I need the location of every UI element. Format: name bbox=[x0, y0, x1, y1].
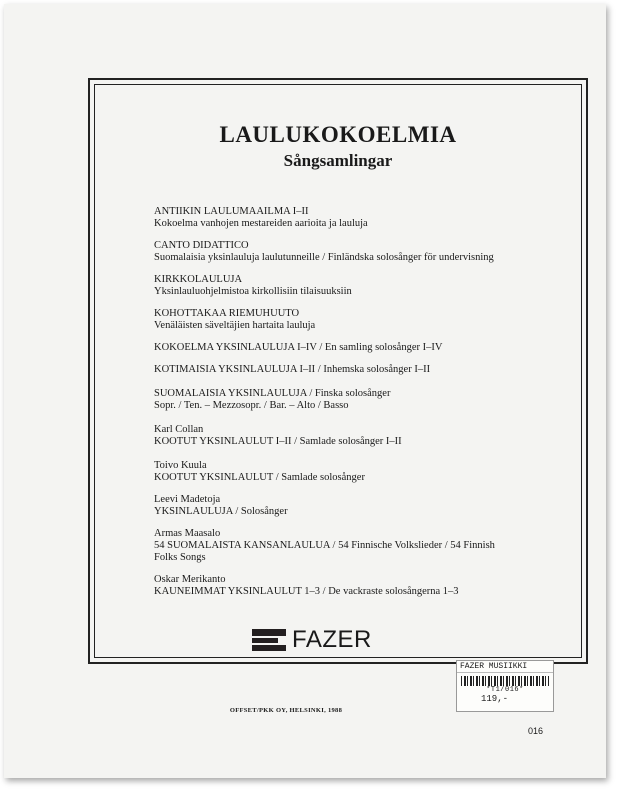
entry-title: ANTIIKIN LAULUMAAILMA I–II bbox=[154, 206, 309, 217]
entry-composer: Leevi Madetoja bbox=[154, 494, 221, 505]
sticker-price: 119,- bbox=[481, 694, 509, 704]
price-sticker bbox=[456, 660, 554, 712]
catalog-entry bbox=[154, 494, 554, 518]
entry-title: KOKOELMA YKSINLAULUJA I–IV / En samling solosånger I–IV bbox=[154, 342, 443, 353]
entry-composer: Armas Maasalo bbox=[154, 528, 221, 539]
entry-description: Suomalaisia yksinlauluja laulutunneille / Finländska solosånger för undervisning bbox=[154, 252, 494, 263]
entry-title: KOHOTTAKAA RIEMUHUUTO bbox=[154, 308, 300, 319]
sticker-shop-name: FAZER MUSIIKKI bbox=[457, 661, 553, 673]
catalog-entry bbox=[154, 342, 554, 354]
catalog-entry bbox=[154, 206, 554, 230]
publisher-logo bbox=[252, 628, 372, 652]
catalog-entry bbox=[154, 308, 554, 332]
catalog-entry bbox=[154, 388, 554, 412]
entry-title: KOTIMAISIA YKSINLAULUJA I–II / Inhemska solosånger I–II bbox=[154, 364, 431, 375]
page-subtitle: Sångsamlingar bbox=[283, 151, 393, 170]
catalog-entry bbox=[154, 528, 554, 564]
catalog-code: 016 bbox=[528, 726, 544, 736]
entry-title: KOOTUT YKSINLAULUT I–II / Samlade solosånger I–II bbox=[154, 436, 402, 447]
entry-title: KOOTUT YKSINLAULUT / Samlade solosånger bbox=[154, 472, 365, 483]
page-title: LAULUKOKOELMIA bbox=[219, 122, 457, 147]
printer-imprint: OFFSET/PKK OY, HELSINKI, 1988 bbox=[229, 707, 343, 714]
entry-title: SUOMALAISIA YKSINLAULUJA / Finska solosånger bbox=[154, 388, 391, 399]
entry-composer: Karl Collan bbox=[154, 424, 204, 435]
logo-text: FAZER bbox=[292, 626, 372, 653]
entry-title: KIRKKOLAULUJA bbox=[154, 274, 243, 285]
entry-description: Venäläisten säveltäjien hartaita lauluja bbox=[154, 320, 316, 331]
entry-title: 54 SUOMALAISTA KANSANLAULUA / 54 Finnische Volkslieder / 54 Finnish bbox=[154, 540, 495, 551]
catalog-entry bbox=[154, 574, 554, 598]
entry-description: Yksinlauluohjelmistoa kirkollisiin tilaisuuksiin bbox=[154, 286, 352, 297]
entry-title: YKSINLAULUJA / Solosånger bbox=[154, 506, 288, 517]
entry-title: KAUNEIMMAT YKSINLAULUT 1–3 / De vackraste solosångerna 1–3 bbox=[154, 586, 459, 597]
entry-title-continued: Folks Songs bbox=[154, 552, 206, 563]
catalog-entry bbox=[154, 460, 554, 484]
entry-composer: Toivo Kuula bbox=[154, 460, 207, 471]
barcode-icon bbox=[461, 676, 549, 686]
entry-description: Sopr. / Ten. – Mezzosopr. / Bar. – Alto / Basso bbox=[154, 400, 349, 411]
catalog-entry bbox=[154, 364, 554, 376]
catalog-entry bbox=[154, 274, 554, 298]
catalog-entry bbox=[154, 240, 554, 264]
entry-composer: Oskar Merikanto bbox=[154, 574, 226, 585]
sticker-code: *T1/016* bbox=[486, 686, 524, 694]
entry-description: Kokoelma vanhojen mestareiden aarioita ja lauluja bbox=[154, 218, 368, 229]
fazer-logo-mark-icon bbox=[252, 629, 286, 651]
entry-title: CANTO DIDATTICO bbox=[154, 240, 249, 251]
catalog-entry bbox=[154, 424, 554, 448]
